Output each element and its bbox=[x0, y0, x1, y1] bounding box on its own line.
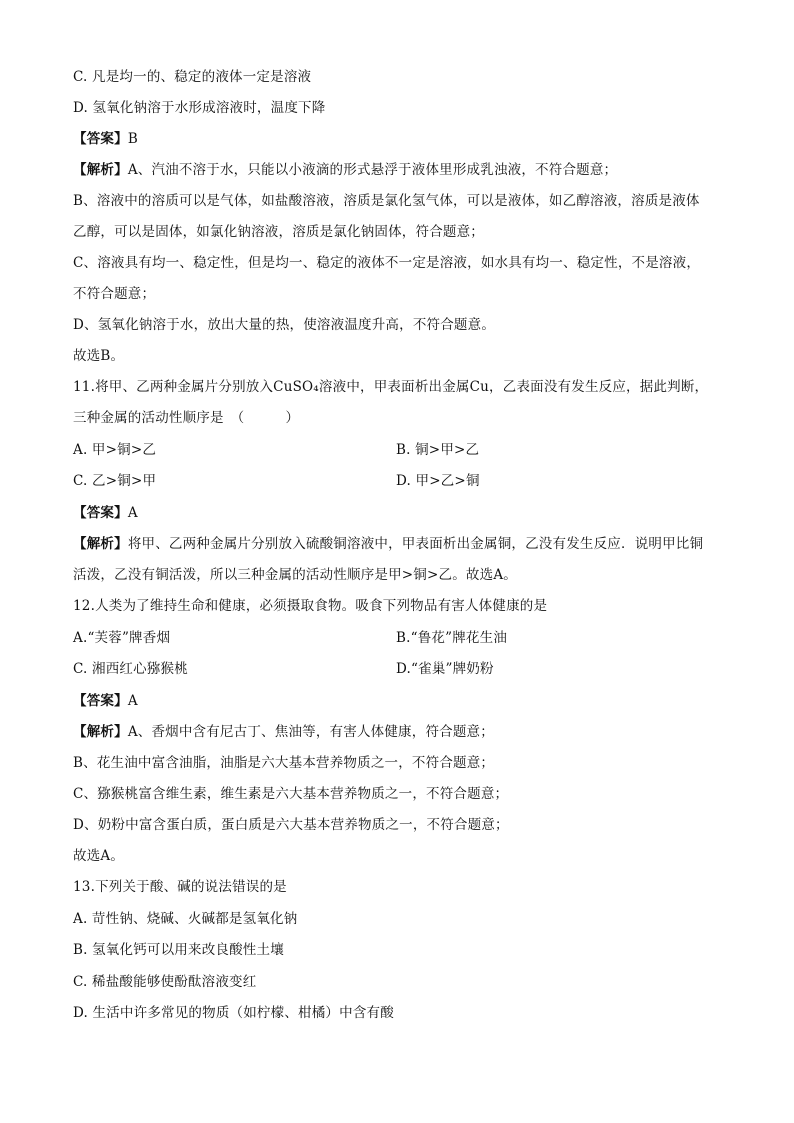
q10-answer bbox=[73, 130, 138, 148]
q10-analysis-line: 乙醇，可以是固体，如氯化钠溶液，溶质是氯化钠固体，符合题意； bbox=[73, 224, 484, 240]
q11-stem: 11.将甲、乙两种金属片分别放入CuSO₄溶液中，甲表面析出金属Cu，乙表面没有发生反应，据此判断， bbox=[73, 379, 709, 395]
q10-analysis-line: B、溶液中的溶质可以是气体，如盐酸溶液，溶质是氯化氢气体，可以是液体，如乙醇溶液，溶质是液体 bbox=[73, 193, 700, 209]
q10-analysis-line bbox=[73, 161, 617, 179]
q11-option-b: B. 铜>甲>乙 bbox=[396, 442, 480, 458]
analysis-text: A、香烟中含有尼古丁、焦油等，有害人体健康，符合题意； bbox=[127, 724, 494, 740]
q11-option-d: D. 甲>乙>铜 bbox=[396, 473, 480, 489]
q12-answer bbox=[73, 692, 138, 710]
q12-analysis-line: C、猕猴桃富含维生素，维生素是六大基本营养物质之一，不符合题意； bbox=[73, 786, 509, 802]
q10-analysis-line: 不符合题意； bbox=[73, 286, 156, 302]
answer-value: B bbox=[127, 131, 138, 147]
answer-value: A bbox=[127, 693, 138, 709]
answer-value: A bbox=[127, 505, 138, 521]
q12-analysis-line: D、奶粉中富含蛋白质，蛋白质是六大基本营养物质之一，不符合题意； bbox=[73, 817, 509, 833]
q11-analysis-line: 活泼，乙没有铜活泼，所以三种金属的活动性顺序是甲>铜>乙。故选A。 bbox=[73, 567, 517, 583]
answer-tag: 【答案】 bbox=[73, 131, 128, 147]
q12-stem: 12.人类为了维持生命和健康，必须摄取食物。吸食下列物品有害人体健康的是 bbox=[73, 598, 548, 614]
q12-analysis-line bbox=[73, 723, 494, 741]
q11-stem: 三种金属的活动性顺序是 （ ） bbox=[73, 410, 300, 426]
answer-tag: 【答案】 bbox=[73, 693, 128, 709]
q12-analysis-line: B、花生油中富含油脂，油脂是六大基本营养物质之一，不符合题意； bbox=[73, 755, 495, 771]
q12-option-c: C. 湘西红心猕猴桃 bbox=[73, 661, 188, 677]
analysis-text: 将甲、乙两种金属片分别放入硫酸铜溶液中，甲表面析出金属铜，乙没有发生反应．说明甲比铜 bbox=[127, 536, 704, 552]
q13-option-a: A. 苛性钠、烧碱、火碱都是氢氧化钠 bbox=[73, 911, 298, 927]
analysis-tag: 【解析】 bbox=[73, 162, 128, 178]
q12-conclusion: 故选A。 bbox=[73, 848, 125, 864]
q11-analysis-line bbox=[73, 535, 703, 553]
q11-option-c: C. 乙>铜>甲 bbox=[73, 473, 157, 489]
q13-option-c: C. 稀盐酸能够使酚酞溶液变红 bbox=[73, 974, 257, 990]
q12-option-a: A.“芙蓉”牌香烟 bbox=[73, 630, 171, 646]
q13-option-d: D. 生活中许多常见的物质（如柠檬、柑橘）中含有酸 bbox=[73, 1005, 394, 1021]
q13-stem: 13.下列关于酸、碱的说法错误的是 bbox=[73, 879, 287, 895]
q10-option-c: C. 凡是均一的、稳定的液体一定是溶液 bbox=[73, 69, 312, 85]
analysis-tag: 【解析】 bbox=[73, 724, 128, 740]
q10-analysis-line: C、溶液具有均一、稳定性，但是均一、稳定的液体不一定是溶液，如水具有均一、稳定性，不是溶液， bbox=[73, 255, 701, 271]
answer-tag: 【答案】 bbox=[73, 505, 128, 521]
q11-option-a: A. 甲>铜>乙 bbox=[73, 442, 157, 458]
q10-analysis-line: D、氢氧化钠溶于水，放出大量的热，使溶液温度升高，不符合题意。 bbox=[73, 317, 496, 333]
analysis-tag: 【解析】 bbox=[73, 536, 128, 552]
q12-option-d: D.“雀巢”牌奶粉 bbox=[396, 661, 494, 677]
q10-conclusion: 故选B。 bbox=[73, 348, 125, 364]
analysis-text: A、汽油不溶于水，只能以小液滴的形式悬浮于液体里形成乳浊液，不符合题意； bbox=[127, 162, 618, 178]
q12-option-b: B.“鲁花”牌花生油 bbox=[396, 630, 508, 646]
q10-option-d: D. 氢氧化钠溶于水形成溶液时，温度下降 bbox=[73, 100, 326, 116]
q11-answer bbox=[73, 504, 138, 522]
q13-option-b: B. 氢氧化钙可以用来改良酸性土壤 bbox=[73, 942, 284, 958]
